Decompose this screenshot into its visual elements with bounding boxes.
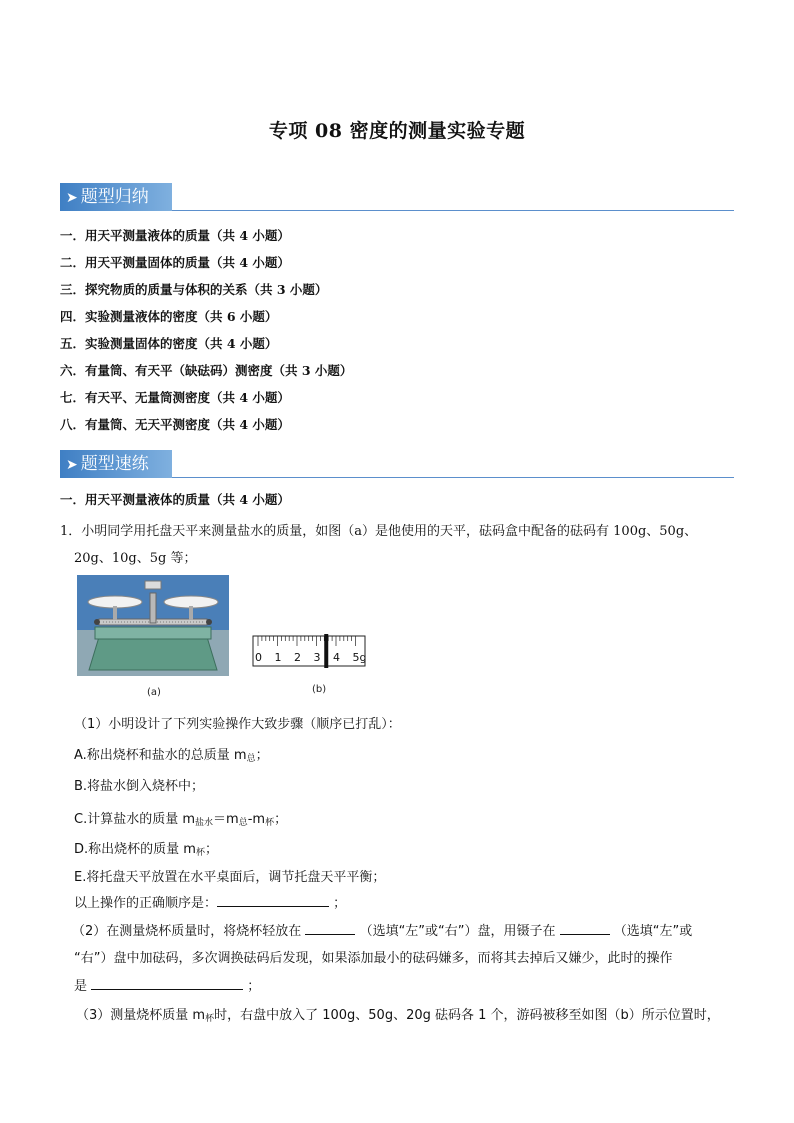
question-text: （2）在测量烧杯质量时，将烧杯轻放在 (72, 924, 302, 939)
toc-item: 三．探究物质的质量与体积的关系（共 3 小题） (60, 282, 328, 297)
section-header-practice (60, 450, 734, 480)
ruler-tick-label: 1 (274, 651, 282, 664)
divider (172, 210, 734, 211)
step-text: ＝m (213, 812, 239, 827)
sub-question-3 (76, 1004, 720, 1024)
slider-marker (324, 634, 328, 668)
toc-item: 五．实验测量固体的密度（共 4 小题） (60, 336, 278, 351)
subscript: 总 (238, 818, 248, 828)
question-text: 以上操作的正确顺序是： (74, 896, 218, 911)
subscript: 杯 (265, 818, 275, 828)
toc-item: 二．用天平测量固体的质量（共 4 小题） (60, 255, 290, 270)
toc-item: 四．实验测量液体的密度（共 6 小题） (60, 309, 278, 324)
answer-blank[interactable] (560, 919, 610, 935)
section-tag-label: 题型速练 (80, 454, 149, 474)
question-text: （选填“左”或 (613, 924, 693, 939)
sub-question-1: （1）小明设计了下列实验操作大致步骤（顺序已打乱）： (74, 717, 401, 732)
order-question: 以上操作的正确顺序是： ； (74, 891, 346, 911)
slider-ruler (250, 632, 370, 672)
subscript: 总 (246, 754, 256, 764)
section-tag-practice (60, 450, 172, 478)
balance-photo (77, 575, 229, 676)
sub-question-2 (72, 919, 692, 939)
section-tag-summary (60, 183, 172, 211)
step-a: A.称出烧杯和盐水的总质量 $m_总$； (74, 748, 269, 764)
question-1-stem (60, 518, 740, 572)
step-text: A.称出烧杯和盐水的总质量 m (74, 748, 247, 763)
sub-question-2-end: 是 ； (74, 974, 260, 994)
ruler-tick-label: 0 (255, 651, 262, 664)
answer-blank[interactable] (91, 974, 243, 990)
toc-item: 一．用天平测量液体的质量（共 4 小题） (60, 228, 290, 243)
section-tag-label: 题型归纳 (80, 187, 149, 207)
question-text: （选填“左”或“右”）盘，用镊子在 (359, 924, 556, 939)
subscript: 盐水 (195, 818, 214, 828)
step-e: E.将托盘天平放置在水平桌面后，调节托盘天平平衡； (74, 870, 386, 885)
ruler-tick-label: 4 (333, 651, 340, 664)
subscript: 杯 (195, 848, 205, 858)
page-title: 专项 08 密度的测量实验专题 (268, 120, 526, 142)
step-text: D.称出烧杯的质量 m (74, 842, 196, 857)
toc-list (60, 226, 740, 442)
step-d: D.称出烧杯的质量 $m_杯$； (74, 842, 218, 858)
question-text: 是 (74, 979, 88, 994)
subsection-title: 一．用天平测量液体的质量（共 4 小题） (60, 492, 290, 507)
answer-blank[interactable] (305, 919, 355, 935)
toc-item: 七．有天平、无量筒测密度（共 4 小题） (60, 390, 290, 405)
arrow-right-icon: ➤ (66, 457, 78, 473)
step-c: C.计算盐水的质量 $m_{盐水}=m_总-m_杯$； (74, 812, 288, 828)
question-text: （3）测量烧杯质量 m (76, 1008, 206, 1023)
section-header-summary (60, 183, 734, 213)
answer-blank[interactable] (217, 891, 329, 907)
ruler-tick-label: 3 (313, 651, 321, 664)
question-text: 20g、10g、5g 等； (74, 551, 197, 566)
subscript: 杯 (205, 1014, 215, 1024)
ruler-tick-label: 5g (352, 651, 367, 664)
toc-item: 六．有量筒、有天平（缺砝码）测密度（共 3 小题） (60, 363, 353, 378)
figure-a-label: (a) (147, 687, 161, 698)
balance-illustration (77, 575, 229, 676)
sub-question-2-cont: “右”）盘中加砝码，多次调换砝码后发现，如果添加最小的砝码嫌多，而将其去掉后又嫌少，此时的操作 (74, 951, 673, 966)
step-text: C.计算盐水的质量 m (74, 812, 196, 827)
arrow-right-icon: ➤ (66, 190, 78, 206)
divider (172, 477, 734, 478)
ruler-tick-label: 2 (294, 651, 301, 664)
step-text: -m (247, 812, 266, 827)
figure-b-label: (b) (312, 684, 327, 695)
toc-item: 八．有量筒、无天平测密度（共 4 小题） (60, 417, 290, 432)
question-text: 1．小明同学用托盘天平来测量盐水的质量，如图（a）是他使用的天平，砝码盒中配备的砝码有 100g、50g、 (60, 524, 698, 539)
question-text: 时，右盘中放入了 100g、50g、20g 砝码各 1 个，游码被移至如图（b）所示位置时， (214, 1008, 720, 1023)
step-b: B.将盐水倒入烧杯中； (74, 779, 205, 794)
